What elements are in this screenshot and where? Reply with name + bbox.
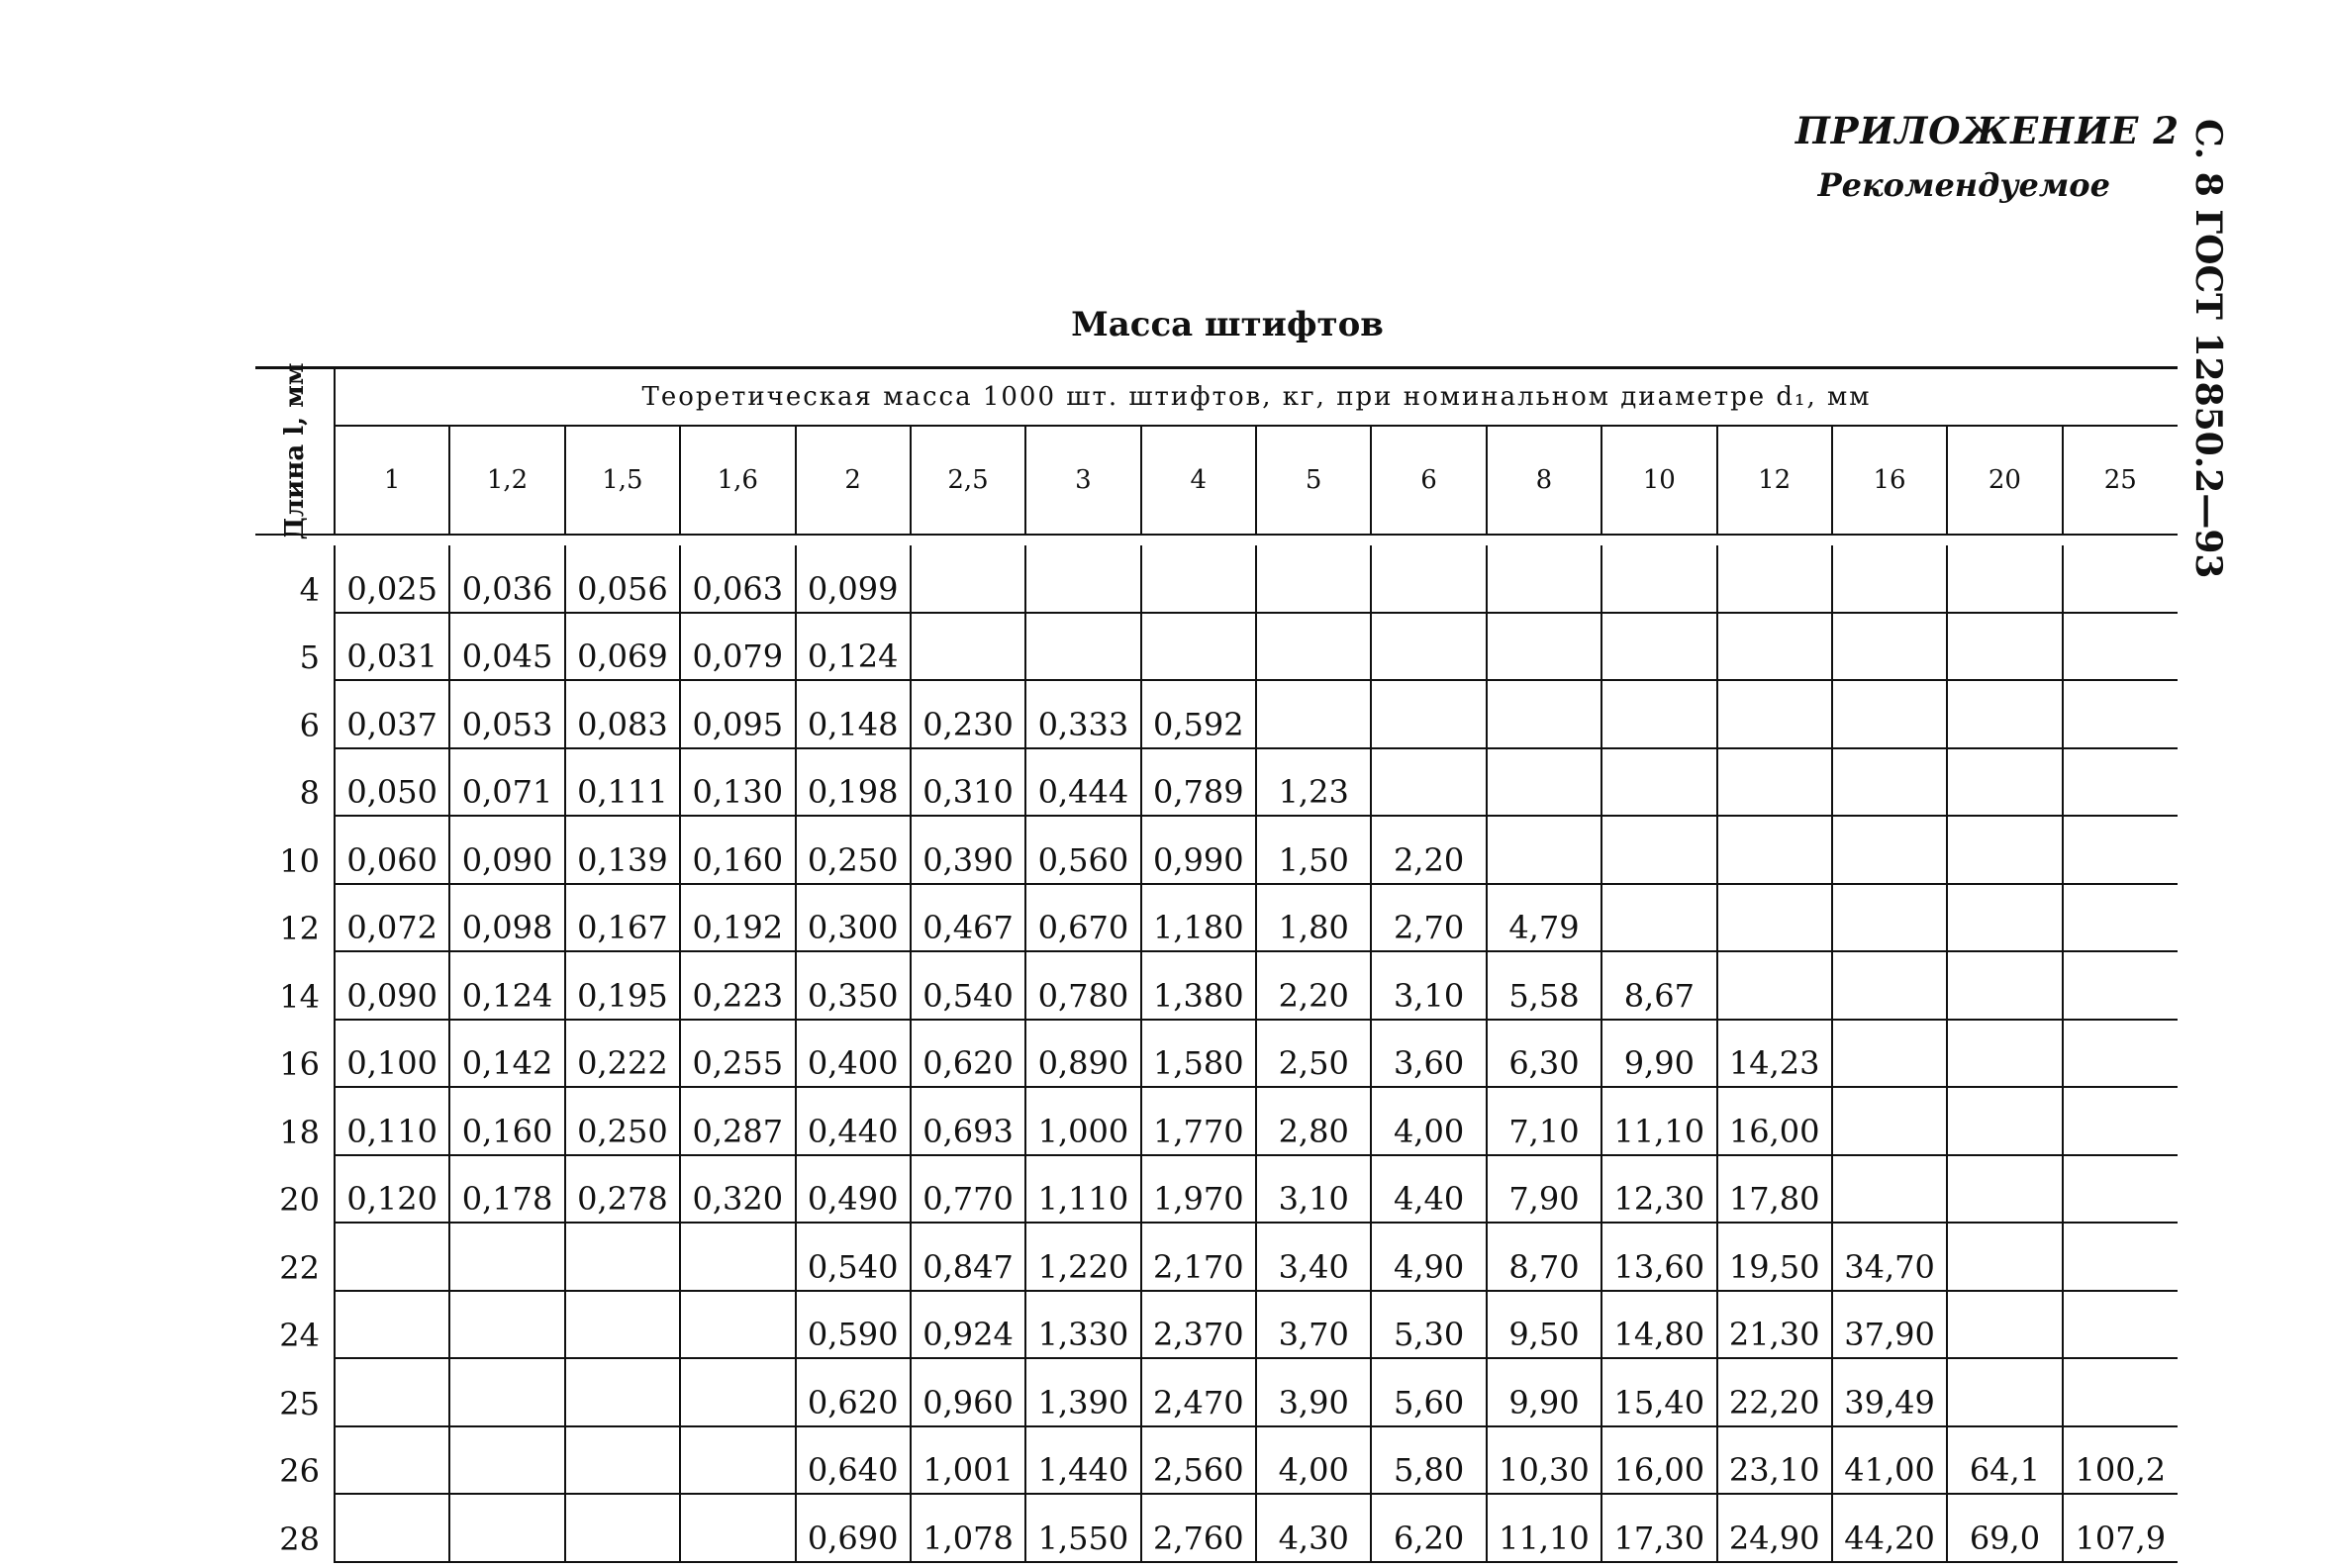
mass-cell: 0,770 [911, 1155, 1025, 1224]
mass-cell: 1,380 [1141, 951, 1256, 1020]
mass-cell: 0,333 [1025, 680, 1140, 748]
mass-cell: 0,400 [796, 1020, 911, 1088]
length-header-text: Длина l, мм [279, 362, 310, 540]
mass-cell [1256, 680, 1371, 748]
mass-cell [2063, 613, 2178, 681]
mass-cell [1717, 884, 1832, 952]
mass-cell: 1,001 [911, 1426, 1025, 1495]
diameter-header-cell: 12 [1717, 426, 1832, 535]
length-cell: 4 [255, 545, 335, 613]
table-row [255, 680, 2178, 748]
mass-cell [1371, 545, 1486, 613]
table-row [255, 613, 2178, 681]
mass-cell [680, 1426, 795, 1495]
mass-cell: 0,037 [335, 680, 449, 748]
mass-cell: 0,222 [565, 1020, 680, 1088]
mass-cell: 0,124 [796, 613, 911, 681]
mass-cell [2063, 680, 2178, 748]
mass-cell: 0,090 [335, 951, 449, 1020]
mass-cell: 37,90 [1832, 1291, 1947, 1359]
mass-cell: 1,330 [1025, 1291, 1140, 1359]
mass-cell: 0,192 [680, 884, 795, 952]
table-row [255, 1223, 2178, 1291]
mass-cell: 0,139 [565, 816, 680, 884]
mass-cell [1487, 613, 1601, 681]
mass-cell: 0,050 [335, 748, 449, 817]
mass-cell: 1,770 [1141, 1087, 1256, 1155]
mass-cell: 1,23 [1256, 748, 1371, 817]
mass-cell: 0,090 [449, 816, 564, 884]
mass-cell [1141, 613, 1256, 681]
mass-cell: 0,440 [796, 1087, 911, 1155]
mass-cell [449, 1358, 564, 1426]
mass-cell [1832, 1087, 1947, 1155]
mass-cell [1717, 816, 1832, 884]
mass-cell: 0,390 [911, 816, 1025, 884]
diameter-header-row [255, 426, 2178, 535]
mass-cell [1947, 1087, 2062, 1155]
mass-cell [1947, 816, 2062, 884]
mass-cell: 3,10 [1371, 951, 1486, 1020]
mass-cell: 0,223 [680, 951, 795, 1020]
mass-cell [1025, 613, 1140, 681]
mass-cell: 8,67 [1601, 951, 1716, 1020]
diameter-header-cell: 16 [1832, 426, 1947, 535]
mass-cell: 14,80 [1601, 1291, 1716, 1359]
mass-cell: 2,20 [1256, 951, 1371, 1020]
mass-cell: 0,287 [680, 1087, 795, 1155]
mass-cell: 0,620 [911, 1020, 1025, 1088]
mass-cell: 0,045 [449, 613, 564, 681]
mass-cell: 0,640 [796, 1426, 911, 1495]
mass-cell [1947, 1223, 2062, 1291]
mass-cell: 0,490 [796, 1155, 911, 1224]
mass-cell [1141, 545, 1256, 613]
mass-cell [1717, 951, 1832, 1020]
mass-cell: 16,00 [1601, 1426, 1716, 1495]
mass-cell [1717, 748, 1832, 817]
diameter-header-cell: 25 [2063, 426, 2178, 535]
table-row [255, 951, 2178, 1020]
mass-cell: 0,620 [796, 1358, 911, 1426]
mass-cell: 2,370 [1141, 1291, 1256, 1359]
mass-cell [565, 1426, 680, 1495]
diameter-header-cell: 1,2 [449, 426, 564, 535]
mass-cell: 0,960 [911, 1358, 1025, 1426]
mass-cell: 3,10 [1256, 1155, 1371, 1224]
spacer-cell [255, 535, 2178, 545]
mass-cell: 3,40 [1256, 1223, 1371, 1291]
mass-cell: 23,10 [1717, 1426, 1832, 1495]
mass-cell [1832, 884, 1947, 952]
mass-cell: 0,142 [449, 1020, 564, 1088]
mass-cell: 4,00 [1256, 1426, 1371, 1495]
mass-cell: 0,310 [911, 748, 1025, 817]
table-row [255, 1155, 2178, 1224]
mass-cell: 0,160 [449, 1087, 564, 1155]
mass-cell [565, 1223, 680, 1291]
mass-cell: 0,069 [565, 613, 680, 681]
mass-cell: 0,120 [335, 1155, 449, 1224]
mass-cell: 4,40 [1371, 1155, 1486, 1224]
mass-cell: 0,072 [335, 884, 449, 952]
mass-cell: 0,890 [1025, 1020, 1140, 1088]
mass-cell: 12,30 [1601, 1155, 1716, 1224]
mass-cell [449, 1291, 564, 1359]
mass-cell [335, 1291, 449, 1359]
mass-cell [1832, 748, 1947, 817]
length-cell: 14 [255, 951, 335, 1020]
mass-cell [335, 1426, 449, 1495]
mass-cell [1601, 748, 1716, 817]
mass-cell: 0,924 [911, 1291, 1025, 1359]
mass-cell: 0,031 [335, 613, 449, 681]
mass-cell: 4,90 [1371, 1223, 1486, 1291]
mass-cell: 2,50 [1256, 1020, 1371, 1088]
mass-cell: 0,320 [680, 1155, 795, 1224]
mass-cell [911, 613, 1025, 681]
mass-cell: 5,60 [1371, 1358, 1486, 1426]
mass-cell: 0,195 [565, 951, 680, 1020]
length-cell: 10 [255, 816, 335, 884]
mass-cell [1832, 1155, 1947, 1224]
mass-cell: 2,20 [1371, 816, 1486, 884]
mass-cell: 0,167 [565, 884, 680, 952]
mass-cell [1601, 545, 1716, 613]
mass-cell [1947, 1155, 2062, 1224]
mass-cell [1487, 748, 1601, 817]
mass-cell: 0,148 [796, 680, 911, 748]
length-cell: 20 [255, 1155, 335, 1224]
mass-cell [2063, 1291, 2178, 1359]
length-cell: 24 [255, 1291, 335, 1359]
length-cell: 28 [255, 1494, 335, 1562]
length-cell: 16 [255, 1020, 335, 1088]
mass-cell: 0,100 [335, 1020, 449, 1088]
mass-cell [2063, 1358, 2178, 1426]
mass-cell: 5,30 [1371, 1291, 1486, 1359]
mass-cell [2063, 1020, 2178, 1088]
mass-cell: 0,071 [449, 748, 564, 817]
mass-cell [1717, 680, 1832, 748]
mass-cell: 13,60 [1601, 1223, 1716, 1291]
mass-cell: 0,099 [796, 545, 911, 613]
mass-cell [1601, 680, 1716, 748]
mass-cell: 24,90 [1717, 1494, 1832, 1562]
diameter-header-cell: 2,5 [911, 426, 1025, 535]
mass-cell: 0,111 [565, 748, 680, 817]
mass-cell: 17,80 [1717, 1155, 1832, 1224]
mass-cell: 0,670 [1025, 884, 1140, 952]
length-cell: 6 [255, 680, 335, 748]
mass-cell: 2,70 [1371, 884, 1486, 952]
diameter-header-cell: 20 [1947, 426, 2062, 535]
mass-cell: 7,10 [1487, 1087, 1601, 1155]
mass-cell [1717, 613, 1832, 681]
mass-cell: 0,467 [911, 884, 1025, 952]
mass-cell: 22,20 [1717, 1358, 1832, 1426]
mass-cell: 0,178 [449, 1155, 564, 1224]
mass-cell: 11,10 [1601, 1087, 1716, 1155]
mass-cell [1717, 545, 1832, 613]
table-row [255, 1087, 2178, 1155]
mass-cell [565, 1358, 680, 1426]
mass-cell [1832, 1020, 1947, 1088]
mass-cell [1947, 680, 2062, 748]
mass-cell: 1,970 [1141, 1155, 1256, 1224]
mass-cell: 0,278 [565, 1155, 680, 1224]
mass-cell [335, 1223, 449, 1291]
mass-cell: 69,0 [1947, 1494, 2062, 1562]
mass-cell: 1,390 [1025, 1358, 1140, 1426]
mass-cell [2063, 884, 2178, 952]
mass-cell [1832, 613, 1947, 681]
mass-cell: 3,70 [1256, 1291, 1371, 1359]
mass-cell: 4,30 [1256, 1494, 1371, 1562]
table-row [255, 1494, 2178, 1562]
diameter-header-cell: 3 [1025, 426, 1140, 535]
mass-cell: 0,053 [449, 680, 564, 748]
table-row [255, 816, 2178, 884]
length-cell: 8 [255, 748, 335, 817]
mass-cell [680, 1291, 795, 1359]
mass-cell: 39,49 [1832, 1358, 1947, 1426]
mass-cell: 0,230 [911, 680, 1025, 748]
mass-cell: 1,440 [1025, 1426, 1140, 1495]
length-column-header [255, 362, 335, 540]
mass-cell: 2,170 [1141, 1223, 1256, 1291]
mass-cell: 1,50 [1256, 816, 1371, 884]
mass-cell: 0,590 [796, 1291, 911, 1359]
mass-cell: 0,540 [911, 951, 1025, 1020]
length-cell: 26 [255, 1426, 335, 1495]
mass-cell: 2,560 [1141, 1426, 1256, 1495]
mass-cell: 1,180 [1141, 884, 1256, 952]
mass-cell [1947, 884, 2062, 952]
diameter-header-cell: 1 [335, 426, 449, 535]
mass-cell: 2,760 [1141, 1494, 1256, 1562]
mass-cell: 0,095 [680, 680, 795, 748]
mass-cell: 0,540 [796, 1223, 911, 1291]
mass-cell [1832, 951, 1947, 1020]
mass-cell: 4,00 [1371, 1087, 1486, 1155]
mass-cell: 0,560 [1025, 816, 1140, 884]
mass-cell: 1,80 [1256, 884, 1371, 952]
mass-cell: 21,30 [1717, 1291, 1832, 1359]
mass-cell: 0,036 [449, 545, 564, 613]
mass-cell: 1,550 [1025, 1494, 1140, 1562]
diameter-header-cell: 10 [1601, 426, 1716, 535]
mass-cell [1947, 1291, 2062, 1359]
mass-cell: 100,2 [2063, 1426, 2178, 1495]
mass-cell: 16,00 [1717, 1087, 1832, 1155]
mass-cell: 0,789 [1141, 748, 1256, 817]
mass-cell [680, 1223, 795, 1291]
mass-cell: 0,847 [911, 1223, 1025, 1291]
mass-cell [1371, 613, 1486, 681]
mass-cell [2063, 1223, 2178, 1291]
mass-cell [449, 1426, 564, 1495]
mass-cell [1832, 680, 1947, 748]
mass-cell: 0,690 [796, 1494, 911, 1562]
mass-cell: 4,79 [1487, 884, 1601, 952]
mass-cell: 1,220 [1025, 1223, 1140, 1291]
mass-cell: 64,1 [1947, 1426, 2062, 1495]
mass-cell: 0,110 [335, 1087, 449, 1155]
mass-cell [2063, 951, 2178, 1020]
mass-cell: 14,23 [1717, 1020, 1832, 1088]
mass-cell: 0,780 [1025, 951, 1140, 1020]
mass-cell: 0,025 [335, 545, 449, 613]
mass-cell [1832, 545, 1947, 613]
mass-cell [1256, 545, 1371, 613]
mass-cell [565, 1291, 680, 1359]
mass-cell: 107,9 [2063, 1494, 2178, 1562]
mass-cell: 2,80 [1256, 1087, 1371, 1155]
mass-cell: 44,20 [1832, 1494, 1947, 1562]
mass-cell: 3,90 [1256, 1358, 1371, 1426]
length-cell: 18 [255, 1087, 335, 1155]
mass-cell: 0,130 [680, 748, 795, 817]
mass-cell: 0,444 [1025, 748, 1140, 817]
mass-cell: 0,592 [1141, 680, 1256, 748]
diameter-header-cell: 1,6 [680, 426, 795, 535]
table-row [255, 1291, 2178, 1359]
side-code-text: С. 8 ГОСТ 12850.2—93 [2187, 119, 2229, 579]
mass-cell [565, 1494, 680, 1562]
mass-cell: 41,00 [1832, 1426, 1947, 1495]
mass-cell: 10,30 [1487, 1426, 1601, 1495]
mass-span-header: Теоретическая масса 1000 шт. штифтов, кг, при номинальном диаметре d₁, мм [335, 368, 2178, 427]
table-caption: Масса штифтов [1071, 305, 1384, 344]
mass-cell [1947, 1358, 2062, 1426]
mass-cell: 0,079 [680, 613, 795, 681]
length-cell: 25 [255, 1358, 335, 1426]
mass-cell [1947, 613, 2062, 681]
diameter-header-cell: 5 [1256, 426, 1371, 535]
mass-cell: 34,70 [1832, 1223, 1947, 1291]
mass-cell: 1,078 [911, 1494, 1025, 1562]
mass-cell: 0,255 [680, 1020, 795, 1088]
mass-cell [1371, 680, 1486, 748]
mass-cell [2063, 545, 2178, 613]
mass-cell: 0,250 [565, 1087, 680, 1155]
mass-cell: 0,098 [449, 884, 564, 952]
mass-cell [335, 1358, 449, 1426]
mass-cell [1947, 1020, 2062, 1088]
mass-cell [1601, 884, 1716, 952]
diameter-header-cell: 1,5 [565, 426, 680, 535]
mass-cell [1947, 748, 2062, 817]
mass-cell: 1,580 [1141, 1020, 1256, 1088]
mass-cell [449, 1223, 564, 1291]
mass-cell [1832, 816, 1947, 884]
recommended-label: Рекомендуемое [1817, 166, 2110, 204]
mass-cell: 0,060 [335, 816, 449, 884]
spacer-row [255, 535, 2178, 545]
mass-cell: 0,056 [565, 545, 680, 613]
table-row [255, 1358, 2178, 1426]
mass-cell: 11,10 [1487, 1494, 1601, 1562]
mass-cell: 3,60 [1371, 1020, 1486, 1088]
table-row [255, 545, 2178, 613]
mass-cell: 8,70 [1487, 1223, 1601, 1291]
length-cell: 5 [255, 613, 335, 681]
mass-cell: 0,160 [680, 816, 795, 884]
mass-cell: 9,90 [1601, 1020, 1716, 1088]
mass-cell [680, 1494, 795, 1562]
mass-cell: 9,50 [1487, 1291, 1601, 1359]
mass-cell: 5,80 [1371, 1426, 1486, 1495]
mass-cell: 0,990 [1141, 816, 1256, 884]
appendix-label: ПРИЛОЖЕНИЕ 2 [1794, 109, 2180, 152]
mass-cell: 19,50 [1717, 1223, 1832, 1291]
diameter-header-cell: 4 [1141, 426, 1256, 535]
mass-cell [1256, 613, 1371, 681]
mass-cell: 7,90 [1487, 1155, 1601, 1224]
length-cell: 12 [255, 884, 335, 952]
mass-cell [1025, 545, 1140, 613]
mass-cell: 6,30 [1487, 1020, 1601, 1088]
mass-cell: 15,40 [1601, 1358, 1716, 1426]
mass-cell: 9,90 [1487, 1358, 1601, 1426]
mass-table-container [255, 362, 2178, 1563]
mass-cell [1601, 816, 1716, 884]
diameter-header-cell: 6 [1371, 426, 1486, 535]
mass-cell [2063, 1087, 2178, 1155]
mass-cell: 6,20 [1371, 1494, 1486, 1562]
mass-cell: 0,250 [796, 816, 911, 884]
mass-cell: 2,470 [1141, 1358, 1256, 1426]
mass-cell: 0,083 [565, 680, 680, 748]
mass-cell [1487, 680, 1601, 748]
mass-cell: 17,30 [1601, 1494, 1716, 1562]
table-row [255, 1426, 2178, 1495]
mass-cell: 1,000 [1025, 1087, 1140, 1155]
mass-cell [335, 1494, 449, 1562]
mass-cell [1947, 951, 2062, 1020]
mass-cell: 0,350 [796, 951, 911, 1020]
mass-cell [2063, 748, 2178, 817]
mass-cell [1601, 613, 1716, 681]
mass-cell [1487, 545, 1601, 613]
diameter-header-cell: 2 [796, 426, 911, 535]
table-row [255, 884, 2178, 952]
mass-cell: 0,063 [680, 545, 795, 613]
mass-cell [2063, 816, 2178, 884]
length-cell: 22 [255, 1223, 335, 1291]
mass-cell [911, 545, 1025, 613]
mass-cell: 0,198 [796, 748, 911, 817]
mass-cell [449, 1494, 564, 1562]
mass-cell [1371, 748, 1486, 817]
table-row [255, 748, 2178, 817]
mass-cell: 0,693 [911, 1087, 1025, 1155]
mass-cell: 0,124 [449, 951, 564, 1020]
mass-cell [1947, 545, 2062, 613]
mass-cell: 0,300 [796, 884, 911, 952]
table-row [255, 1020, 2178, 1088]
mass-cell [2063, 1155, 2178, 1224]
mass-cell: 5,58 [1487, 951, 1601, 1020]
mass-cell: 1,110 [1025, 1155, 1140, 1224]
diameter-header-cell: 8 [1487, 426, 1601, 535]
mass-cell [1487, 816, 1601, 884]
mass-cell [680, 1358, 795, 1426]
mass-table [255, 362, 2178, 1563]
table-body [255, 535, 2178, 1562]
